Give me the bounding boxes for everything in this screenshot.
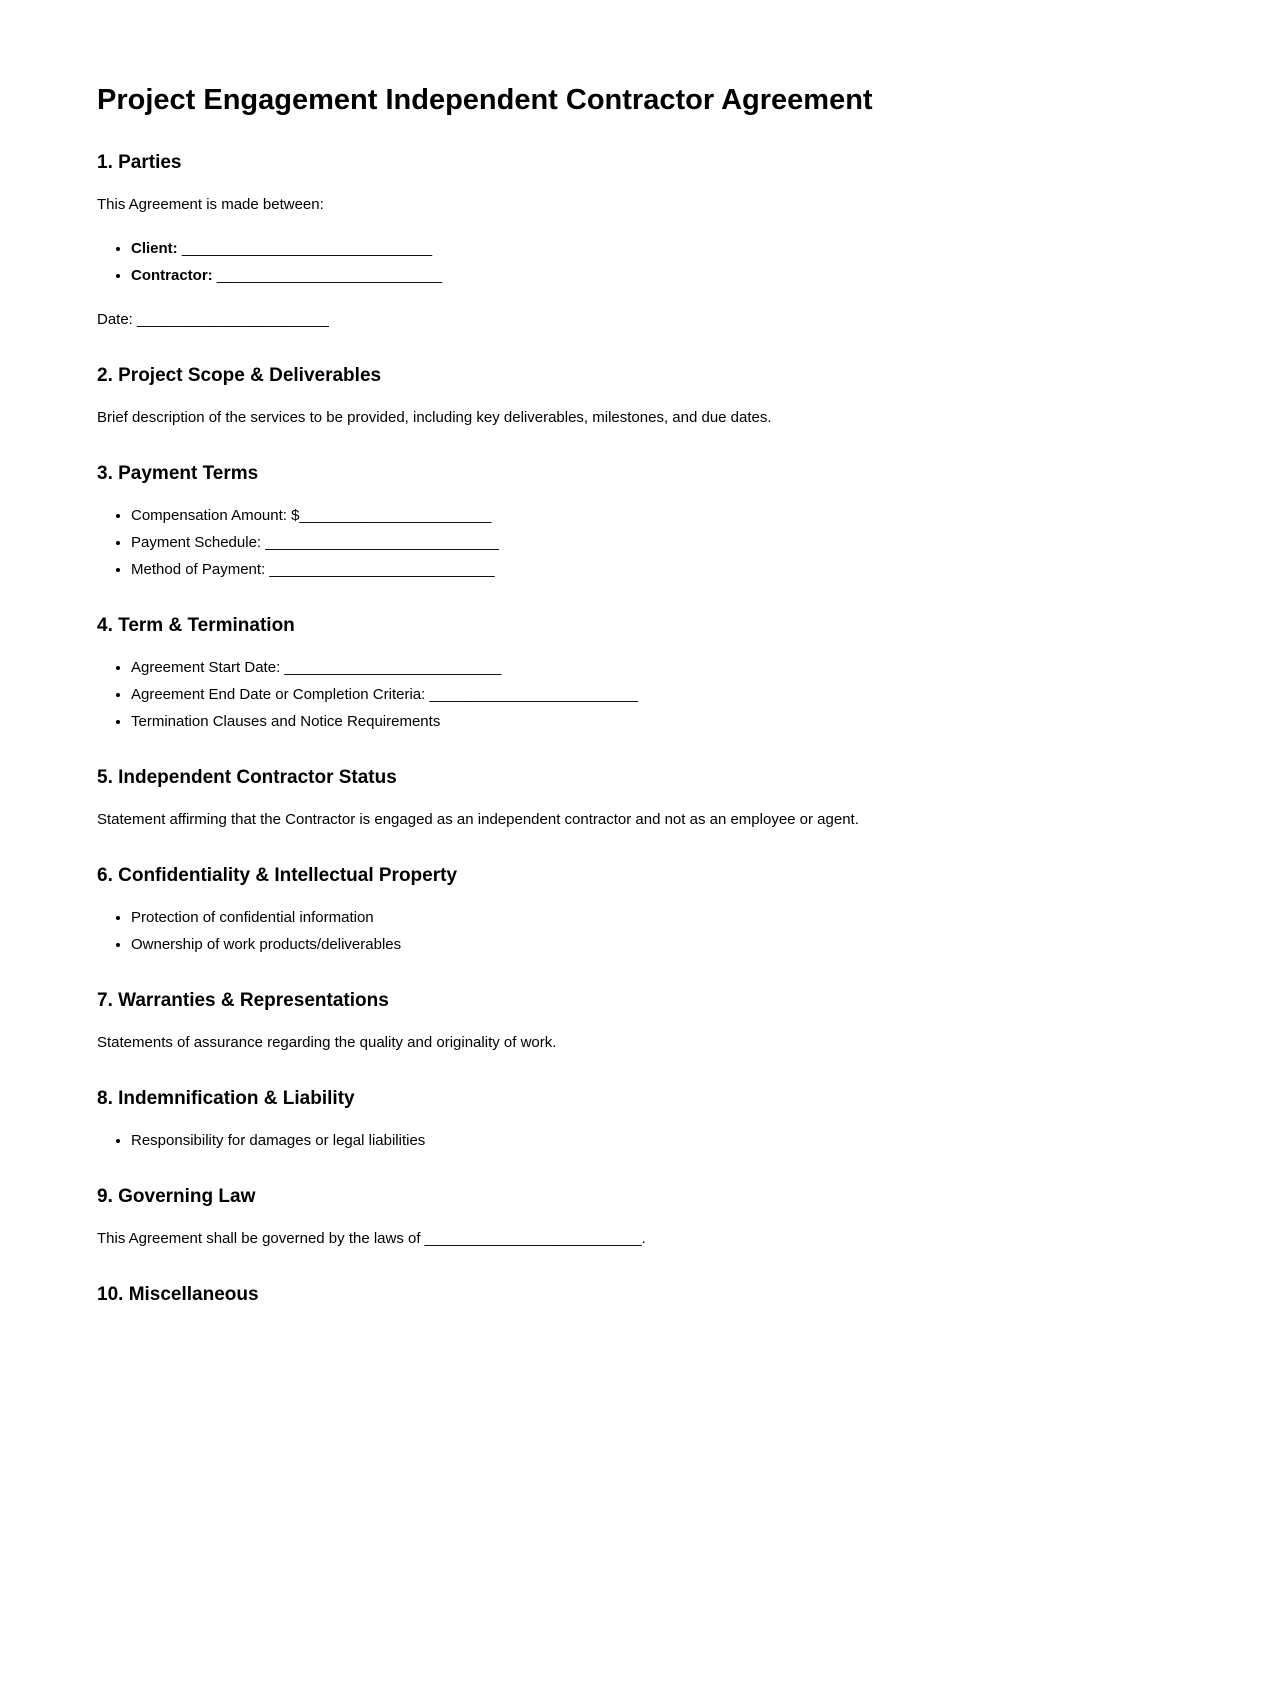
- paragraph: This Agreement shall be governed by the laws of __________________________.: [97, 1230, 646, 1247]
- list-item: [131, 262, 1166, 289]
- section-heading: 5. Independent Contractor Status: [97, 767, 397, 788]
- section-indemnification: [97, 1088, 1166, 1154]
- paragraph: Statement affirming that the Contractor is engaged as an independent contractor and not as an employee or agent.: [97, 811, 859, 828]
- list-item: [131, 904, 1166, 931]
- fill-in-blank: Compensation Amount: $_______________________: [131, 507, 492, 524]
- page-title: Project Engagement Independent Contractor Agreement: [97, 84, 873, 116]
- fill-in-blank: Agreement End Date or Completion Criteria: _________________________: [131, 686, 639, 703]
- section-confidentiality-ip: [97, 865, 1166, 958]
- section-payment-terms: [97, 463, 1166, 583]
- bullet-text: Ownership of work products/deliverables: [131, 936, 402, 953]
- fill-in-blank: Payment Schedule: ____________________________: [131, 534, 499, 551]
- section-heading: 7. Warranties & Representations: [97, 990, 389, 1011]
- section-heading: 10. Miscellaneous: [97, 1284, 259, 1302]
- section-heading: 4. Term & Termination: [97, 615, 295, 636]
- section-heading: 1. Parties: [97, 152, 182, 173]
- section-heading: 9. Governing Law: [97, 1186, 256, 1207]
- paragraph: This Agreement is made between:: [97, 196, 324, 213]
- fill-in-blank: Method of Payment: ___________________________: [131, 561, 495, 578]
- list-item: [131, 654, 1166, 681]
- bullet-text: Protection of confidential information: [131, 909, 374, 926]
- fill-in-blank: ___________________________: [212, 267, 443, 284]
- list-item: [131, 681, 1166, 708]
- bullet-list: [97, 904, 1166, 958]
- section-term-termination: [97, 615, 1166, 735]
- section-governing-law: [97, 1186, 1166, 1252]
- fill-in-blank: ______________________________: [177, 240, 433, 257]
- paragraph: Statements of assurance regarding the quality and originality of work.: [97, 1034, 557, 1051]
- fill-in-blank: Agreement Start Date: __________________________: [131, 659, 502, 676]
- section-parties: [97, 152, 1166, 333]
- list-item: [131, 931, 1166, 958]
- bullet-list: [97, 502, 1166, 583]
- section-heading: 8. Indemnification & Liability: [97, 1088, 355, 1109]
- section-warranties: [97, 990, 1166, 1056]
- bullet-text: Termination Clauses and Notice Requirements: [131, 713, 441, 730]
- bullet-label: Client:: [131, 240, 178, 257]
- list-item: [131, 235, 1166, 262]
- list-item: [131, 708, 1166, 735]
- section-contractor-status: [97, 767, 1166, 833]
- list-item: [131, 502, 1166, 529]
- bullet-list: [97, 235, 1166, 289]
- bullet-list: [97, 1127, 1166, 1154]
- bullet-text: Responsibility for damages or legal liabilities: [131, 1132, 426, 1149]
- bullet-label: Contractor:: [131, 267, 213, 284]
- section-project-scope: [97, 365, 1166, 431]
- list-item: [131, 529, 1166, 556]
- bullet-list: [97, 654, 1166, 735]
- section-miscellaneous: [97, 1284, 1166, 1302]
- section-heading: 3. Payment Terms: [97, 463, 259, 484]
- date-line: Date: _______________________: [97, 311, 329, 328]
- section-heading: 6. Confidentiality & Intellectual Property: [97, 865, 458, 886]
- paragraph: Brief description of the services to be provided, including key deliverables, milestones, and due dates.: [97, 409, 772, 426]
- list-item: [131, 1127, 1166, 1154]
- list-item: [131, 556, 1166, 583]
- section-heading: 2. Project Scope & Deliverables: [97, 365, 382, 386]
